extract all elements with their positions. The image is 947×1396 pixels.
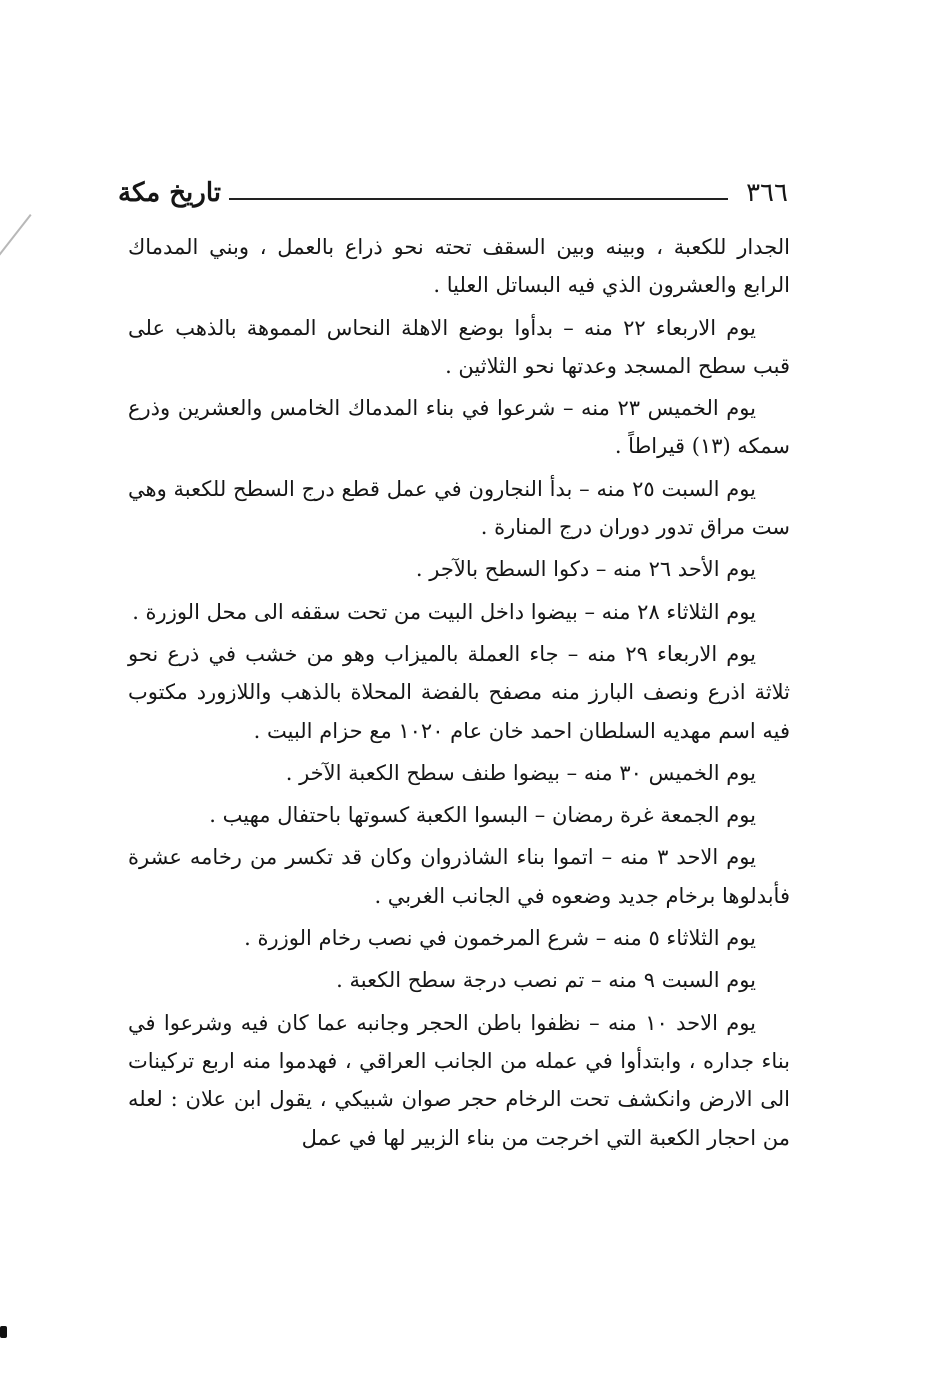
paragraph: يوم الثلاثاء ٥ منه – شرع المرخمون في نصب رخام الوزرة . <box>244 926 756 951</box>
page-number: ٣٦٦ <box>746 178 788 208</box>
paragraph: يوم الخميس ٣٠ منه – بيضوا طنف سطح الكعبة الآخر . <box>285 760 756 785</box>
paragraph: يوم الاربعاء ٢٢ منه – بدأوا بوضع الاهلة النحاس المموهة بالذهب على قبب سطح المسجد وعدتها نحو الثلاثين . <box>128 315 790 378</box>
paragraph: يوم السبت ٩ منه – تم نصب درجة سطح الكعبة . <box>336 968 756 993</box>
page-header <box>118 168 788 208</box>
paragraph: يوم الاحد ١٠ منه – نظفوا باطن الحجر وجانبه عما كان فيه وشرعوا في بناء جداره ، وابتدأوا في عمله من الجانب العراقي ، فهدموا منه اربع تركينات الى الارض وانكشف تحت الرخام حجر صوان شبيكي ، يقول ابن علان : لعله من احجار الكعبة التي اخرجت من بناء الزبير لها في عمل <box>128 1010 790 1150</box>
paragraph: الجدار للكعبة ، وبينه وبين السقف تحته نحو ذراع بالعمل ، وبني المدماك الرابع والعشرون الذي فيه البساتل العليا . <box>128 235 790 298</box>
paragraph: يوم الثلاثاء ٢٨ منه – بيضوا داخل البيت من تحت سقفه الى محل الوزرة . <box>132 599 756 624</box>
paragraph: يوم الأحد ٢٦ منه – دكوا السطح بالآجر . <box>415 557 756 582</box>
paragraph: يوم الجمعة غرة رمضان – البسوا الكعبة كسوتها باحتفال مهيب . <box>209 803 756 828</box>
header-rule <box>229 198 728 200</box>
running-title: تاريخ مكة <box>118 178 222 208</box>
body-text <box>128 228 790 1161</box>
paragraph: يوم الاحد ٣ منه – اتموا بناء الشاذروان وكان قد تكسر من رخامه عشرة فأبدلوها برخام جديد وضعوه في الجانب الغربي . <box>128 845 790 908</box>
paragraph: يوم السبت ٢٥ منه – بدأ النجارون في عمل قطع درج السطح للكعبة وهي ست مراق تدور دوران درج المنارة . <box>128 476 790 540</box>
margin-pencil-mark <box>0 214 32 264</box>
scan-edge-mark <box>0 1326 7 1338</box>
paragraph: يوم الاربعاء ٢٩ منه – جاء العملة بالميزاب وهو من خشب في ذرع نحو ثلاثة اذرع ونصف البارز منه مصفح بالفضة المحلاة بالذهب واللازورد مكتوب فيه اسم مهديه السلطان احمد خان عام ١٠٢٠ مع حزام البيت . <box>128 641 790 743</box>
paragraph: يوم الخميس ٢٣ منه – شرعوا في بناء المدماك الخامس والعشرين وذرع سمكه (١٣) قيراطاً . <box>128 396 790 459</box>
